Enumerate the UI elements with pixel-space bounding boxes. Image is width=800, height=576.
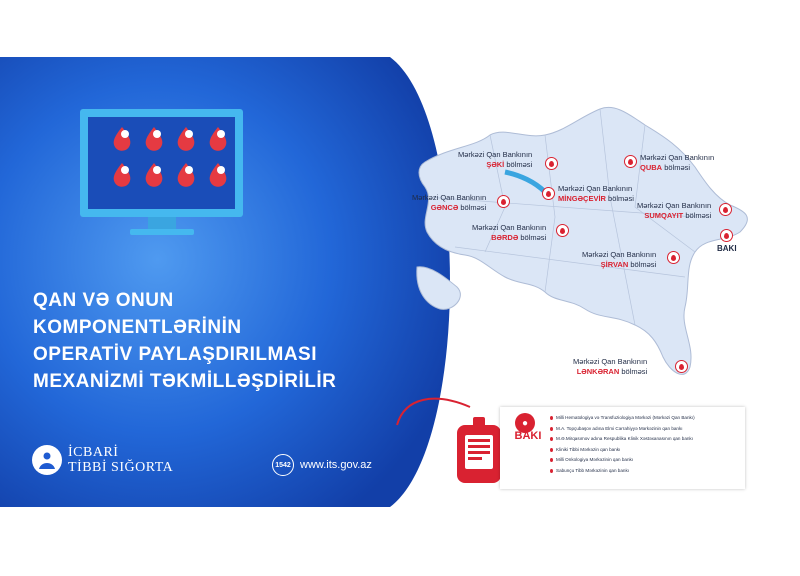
headline-line-2: KOMPONENTLƏRİNİN [33,317,242,338]
logo-line-2: TİBBİ SIĞORTA [68,460,174,475]
headline [33,287,393,395]
list-item: M.Ə.Mirqasımov adına Respublika Klinik Xəstəxanasının qan bankı [550,434,695,445]
hotline-badge: 1542 [272,454,294,476]
map-pin-icon[interactable] [719,203,732,216]
panel-title: BAKI [514,430,542,442]
list-item: Sabunçu Tibb Mərkəzinin qan bankı [550,466,695,477]
map-pin-icon[interactable] [542,187,555,200]
map-pin-icon[interactable] [667,251,680,264]
map-label-lankaran: Mərkəzi Qan Bankının LƏNKƏRAN bölməsi [573,357,648,376]
map-label-mingachevir: Mərkəzi Qan Bankının MİNGƏÇEVİR bölməsi [558,184,634,203]
blood-bag-icon [455,417,505,487]
map-pin-icon[interactable] [675,360,688,373]
map-label-barda: Mərkəzi Qan Bankının BƏRDƏ bölməsi [472,223,547,242]
map-label-baki: BAKI [717,244,737,253]
map-label-sheki: Mərkəzi Qan Bankının ŞƏKİ bölməsi [458,150,533,169]
blood-drop-icon: ● [515,413,535,433]
logo-line-1: İCBARİ [68,445,119,460]
list-item: Milli Hematologiya və Transfuziologiya Mərkəzi (Mərkəzi Qan Bankı) [550,413,695,424]
blood-bank-list [550,413,695,476]
list-item: M.A. Topçubaşov adına Elmi Cərrahiyyə Mərkəzinin qan bankı [550,424,695,435]
list-item: Milli Onkologiya Mərkəzinin qan bankı [550,455,695,466]
map-pin-icon[interactable] [556,224,569,237]
website-link[interactable]: www.its.gov.az [300,459,372,471]
map-pin-icon[interactable] [720,229,733,242]
its-emblem-icon [32,445,62,475]
map-label-shirvan: Mərkəzi Qan Bankının ŞİRVAN bölməsi [582,250,657,269]
azerbaijan-map [395,87,775,387]
map-label-sumqayit: Mərkəzi Qan Bankının SUMQAYIT bölməsi [637,201,712,220]
map-label-ganja: Mərkəzi Qan Bankının GƏNCƏ bölməsi [412,193,487,212]
its-logo [32,445,173,475]
map-pin-icon[interactable] [545,157,558,170]
map-label-quba: Mərkəzi Qan Bankının QUBA bölməsi [640,153,715,172]
headline-line-1: QAN VƏ ONUN [33,290,174,311]
monitor-illustration [80,109,245,244]
headline-line-4: MEXANİZMİ TƏKMİLLƏŞDİRİLİR [33,371,337,392]
map-pin-icon[interactable] [624,155,637,168]
headline-line-3: OPERATİV PAYLAŞDIRILMASI [33,344,318,365]
infographic-banner [0,57,800,507]
contact-info [272,454,372,476]
map-pin-icon[interactable] [497,195,510,208]
list-item: Kliniki Tibbi Mərkəzin qan bankı [550,445,695,456]
